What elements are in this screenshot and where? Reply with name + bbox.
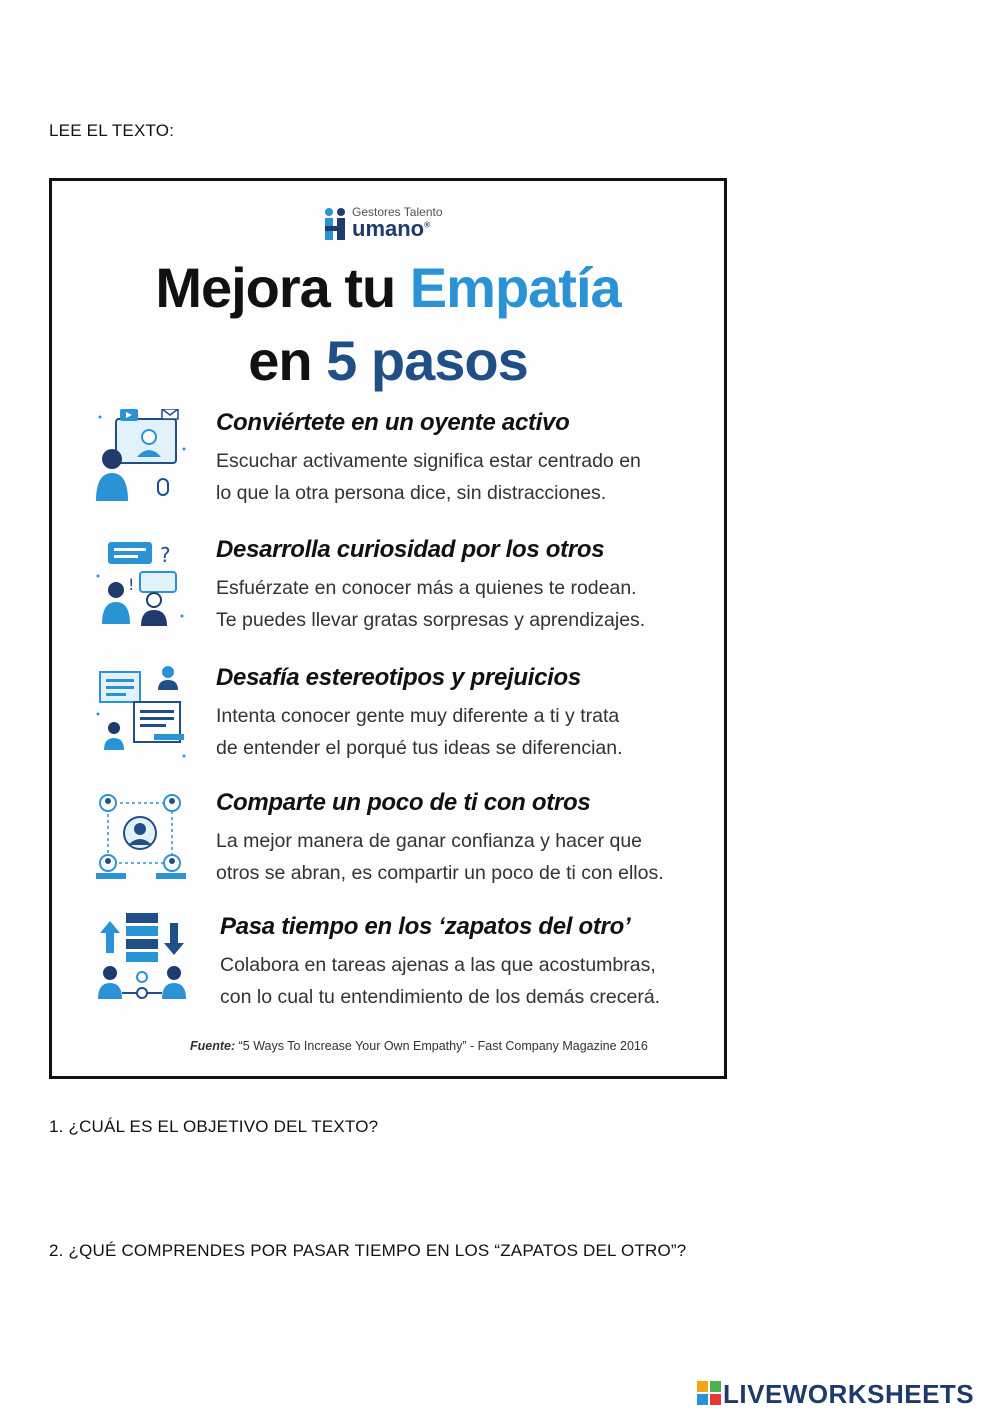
- question-1: 1. ¿CUÁL ES EL OBJETIVO DEL TEXTO?: [49, 1117, 379, 1136]
- network-people-icon: [94, 789, 190, 893]
- question-2: 2. ¿QUÉ COMPRENDES POR PASAR TIEMPO EN LOS “ZAPATOS DEL OTRO”?: [49, 1241, 687, 1260]
- logo-h-icon: [324, 207, 350, 241]
- step-description: Intenta conocer gente muy diferente a ti y trata de entender el porqué tus ideas se diferencian.: [216, 705, 623, 759]
- step-heading: Desafía estereotipos y prejuicios: [216, 664, 581, 691]
- svg-text:!: !: [128, 575, 135, 594]
- video-call-icon: [94, 409, 190, 513]
- server-exchange-icon: [94, 913, 190, 1017]
- step-heading: Pasa tiempo en los ‘zapatos del otro’: [220, 913, 631, 940]
- step-share-yourself: [52, 789, 724, 899]
- documents-icon: [94, 664, 190, 768]
- step-curiosity: [52, 536, 724, 646]
- empathy-infographic: [49, 178, 727, 1079]
- instruction-text: LEE EL TEXTO:: [49, 121, 175, 140]
- poster-title-line2: en 5 pasos: [248, 329, 528, 392]
- step-description: La mejor manera de ganar confianza y hacer que otros se abran, es compartir un poco de ti con ellos.: [216, 830, 664, 884]
- logo-brand-text: umano®: [352, 216, 431, 241]
- step-active-listener: [52, 409, 724, 519]
- step-description: Colabora en tareas ajenas a las que acostumbras, con lo cual tu entendimiento de los demás crecerá.: [220, 954, 661, 1008]
- liveworksheets-icon: [697, 1381, 721, 1405]
- poster-title-line1: Mejora tu Empatía: [155, 256, 621, 319]
- step-stereotypes: [52, 664, 724, 774]
- step-description: Escuchar activamente significa estar centrado en lo que la otra persona dice, sin distracciones.: [216, 450, 641, 504]
- liveworksheets-brand: LIVEWORKSHEETS: [723, 1379, 975, 1409]
- source-citation: Fuente: “5 Ways To Increase Your Own Empathy” - Fast Company Magazine 2016: [190, 1039, 648, 1053]
- svg-text:?: ?: [160, 543, 171, 567]
- chat-bubbles-icon: [94, 536, 190, 640]
- step-description: Esfuérzate en conocer más a quienes te rodean. Te puedes llevar gratas sorpresas y aprendizajes.: [216, 577, 646, 631]
- step-heading: Comparte un poco de ti con otros: [216, 789, 591, 816]
- step-others-shoes: [52, 913, 724, 1023]
- logo-small-text: Gestores Talento: [352, 205, 443, 219]
- step-heading: Desarrolla curiosidad por los otros: [216, 536, 605, 563]
- step-heading: Conviértete en un oyente activo: [216, 409, 570, 436]
